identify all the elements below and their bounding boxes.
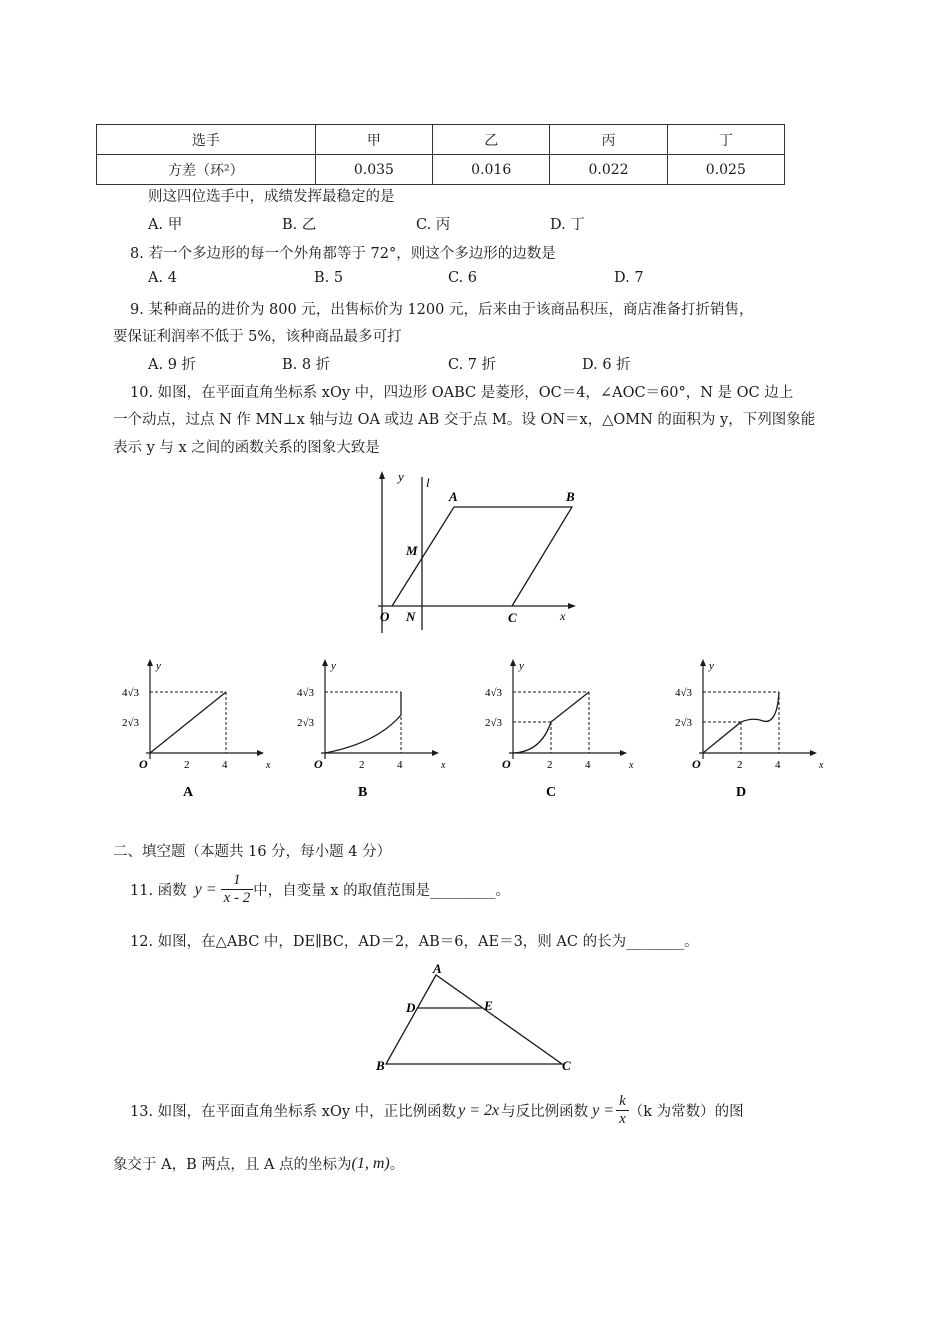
q11 bbox=[130, 872, 510, 908]
q11-lhs: y = bbox=[194, 880, 217, 898]
graph-x-label: x bbox=[441, 760, 446, 771]
fig-label-a: A bbox=[449, 489, 458, 504]
tri-label-e: E bbox=[484, 998, 493, 1013]
graph-origin: O bbox=[692, 757, 701, 771]
q11-denominator: x - 2 bbox=[223, 890, 251, 907]
graph-caption: B bbox=[358, 785, 368, 800]
graph-x-arrow bbox=[810, 750, 817, 756]
q9-line1: 9. 某种商品的进价为 800 元，出售标价为 1200 元，后来由于该商品积压，商店准备打折销售， bbox=[130, 302, 754, 318]
q13-lhs: y = bbox=[592, 1101, 615, 1119]
graph-tick-y-mid: 2√3 bbox=[675, 717, 693, 729]
graph-tick-y-mid: 2√3 bbox=[122, 717, 140, 729]
graph-tick-x-4: 4 bbox=[775, 759, 781, 771]
q13-line2 bbox=[113, 1153, 404, 1174]
table-cell: 0.025 bbox=[667, 155, 784, 185]
fig-label-c: C bbox=[508, 610, 517, 625]
q8-option-d: D. 7 bbox=[614, 270, 644, 286]
q7-option-c: C. 丙 bbox=[416, 217, 451, 233]
q7-option-d: D. 丁 bbox=[550, 217, 585, 233]
q7-option-a: A. 甲 bbox=[148, 217, 183, 233]
graph-tick-y-high: 4√3 bbox=[122, 687, 140, 699]
graph-caption: A bbox=[183, 785, 194, 800]
q9-option-d: D. 6 折 bbox=[582, 357, 631, 373]
graph-y-label: y bbox=[156, 660, 161, 672]
variance-table bbox=[96, 124, 785, 185]
table-header-cell: 选手 bbox=[97, 125, 316, 155]
table-header-cell: 乙 bbox=[433, 125, 550, 155]
graph-tick-x-4: 4 bbox=[397, 759, 403, 771]
graph-tick-x-2: 2 bbox=[547, 759, 553, 771]
graph-curve bbox=[150, 692, 226, 753]
graph-tick-y-mid: 2√3 bbox=[485, 717, 503, 729]
q8-stem: 8. 若一个多边形的每一个外角都等于 72°，则这个多边形的边数是 bbox=[130, 246, 556, 262]
q10-line3: 表示 y 与 x 之间的函数关系的图象大致是 bbox=[113, 440, 380, 456]
q9-option-c: C. 7 折 bbox=[448, 357, 497, 373]
tri-label-c: C bbox=[562, 1058, 571, 1073]
table-cell: 0.022 bbox=[550, 155, 667, 185]
graph-y-arrow bbox=[510, 659, 516, 666]
q10-line2: 一个动点，过点 N 作 MN⊥x 轴与边 OA 或边 AB 交于点 M。设 ON＝x，△OMN 的面积为 y，下列图象能 bbox=[113, 412, 816, 428]
q11-suffix: 中，自变量 x 的取值范围是_________。 bbox=[253, 883, 510, 900]
triangle-figure bbox=[372, 960, 582, 1075]
fig-label-o: O bbox=[380, 609, 390, 624]
graph-curve bbox=[325, 692, 401, 753]
graph-x-arrow bbox=[257, 750, 264, 756]
table-header-cell: 甲 bbox=[315, 125, 432, 155]
graph-tick-x-4: 4 bbox=[222, 759, 228, 771]
q8-option-b: B. 5 bbox=[314, 270, 344, 286]
graph-origin: O bbox=[314, 757, 323, 771]
q13-point: (1, m) bbox=[351, 1154, 390, 1172]
q13-line1 bbox=[130, 1093, 744, 1129]
q13-line2b: 。 bbox=[389, 1157, 405, 1173]
fig-label-l: l bbox=[426, 475, 430, 490]
fig-label-b: B bbox=[566, 489, 575, 504]
q10-line1: 10. 如图，在平面直角坐标系 xOy 中，四边形 OABC 是菱形，OC＝4，∠AOC＝60°，N 是 OC 边上 bbox=[130, 385, 794, 401]
graph-y-arrow bbox=[322, 659, 328, 666]
graph-x-label: x bbox=[266, 760, 271, 771]
graph-tick-x-2: 2 bbox=[184, 759, 190, 771]
q13-line2a: 象交于 A，B 两点，且 A 点的坐标为 bbox=[113, 1157, 352, 1173]
table-row-label: 方差（环²） bbox=[97, 155, 316, 185]
table-row bbox=[97, 155, 785, 185]
graph-x-arrow bbox=[620, 750, 627, 756]
graph-caption: D bbox=[736, 785, 747, 800]
graph-tick-y-high: 4√3 bbox=[675, 687, 693, 699]
fig-label-y: y bbox=[398, 469, 404, 484]
section2-title: 二、填空题（本题共 16 分，每小题 4 分） bbox=[113, 844, 392, 860]
graph-caption: C bbox=[546, 785, 557, 800]
graph-y-label: y bbox=[519, 660, 524, 672]
tri-label-d: D bbox=[406, 1000, 416, 1015]
graph-tick-x-2: 2 bbox=[359, 759, 365, 771]
q9-line2: 要保证利润率不低于 5%，该种商品最多可打 bbox=[113, 329, 402, 345]
graph-tick-y-high: 4√3 bbox=[297, 687, 315, 699]
graph-tick-x-4: 4 bbox=[585, 759, 591, 771]
graph-y-arrow bbox=[147, 659, 153, 666]
graph-origin: O bbox=[502, 757, 511, 771]
tri-label-b: B bbox=[376, 1058, 385, 1073]
q11-prefix: 11. 函数 bbox=[130, 883, 187, 900]
graph-origin: O bbox=[139, 757, 148, 771]
rhombus-figure bbox=[360, 465, 590, 635]
graph-x-label: x bbox=[629, 760, 634, 771]
graph-y-label: y bbox=[709, 660, 714, 672]
q7-stem: 则这四位选手中，成绩发挥最稳定的是 bbox=[148, 189, 395, 205]
graph-tick-y-high: 4√3 bbox=[485, 687, 503, 699]
tri-label-a: A bbox=[433, 961, 442, 976]
q8-option-c: C. 6 bbox=[448, 270, 478, 286]
q13-fraction bbox=[616, 1093, 629, 1129]
q13-mid: 与反比例函数 bbox=[501, 1104, 589, 1121]
q12-stem: 12. 如图，在△ABC 中，DE∥BC，AD＝2，AB＝6，AE＝3，则 AC 的长为________。 bbox=[130, 934, 699, 950]
q11-numerator: 1 bbox=[221, 872, 254, 890]
fig-label-n: N bbox=[406, 609, 416, 624]
q9-option-b: B. 8 折 bbox=[282, 357, 331, 373]
answer-graphs bbox=[110, 655, 840, 805]
table-header-cell: 丁 bbox=[667, 125, 784, 155]
table-cell: 0.035 bbox=[315, 155, 432, 185]
q9-option-a: A. 9 折 bbox=[148, 357, 197, 373]
answer-graphs-svg bbox=[110, 655, 840, 805]
q8-option-a: A. 4 bbox=[148, 270, 177, 286]
table-cell: 0.016 bbox=[433, 155, 550, 185]
q13-function1: y = 2x bbox=[458, 1101, 500, 1119]
table-header-cell: 丙 bbox=[550, 125, 667, 155]
table-header-row bbox=[97, 125, 785, 155]
graph-tick-x-2: 2 bbox=[737, 759, 743, 771]
graph-y-arrow bbox=[700, 659, 706, 666]
q13-denominator: x bbox=[619, 1111, 626, 1128]
fig-label-m: M bbox=[406, 543, 418, 558]
q13-numerator: k bbox=[616, 1093, 629, 1111]
q7-option-b: B. 乙 bbox=[282, 217, 317, 233]
graph-x-arrow bbox=[432, 750, 439, 756]
graph-tick-y-mid: 2√3 bbox=[297, 717, 315, 729]
q13-suffix: （k 为常数）的图 bbox=[628, 1104, 744, 1121]
graph-x-label: x bbox=[819, 760, 824, 771]
q13-prefix: 13. 如图，在平面直角坐标系 xOy 中，正比例函数 bbox=[130, 1104, 457, 1121]
q11-fraction bbox=[221, 872, 254, 908]
fig-label-x: x bbox=[560, 609, 566, 623]
graph-y-label: y bbox=[331, 660, 336, 672]
